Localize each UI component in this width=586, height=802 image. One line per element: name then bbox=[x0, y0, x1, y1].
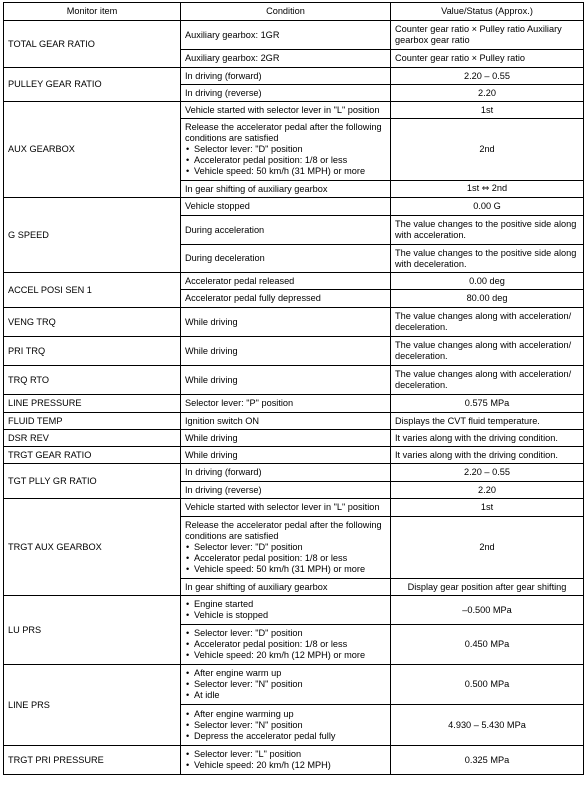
condition-cell: In driving (reverse) bbox=[181, 85, 391, 102]
item-pri-trq: PRI TRQ bbox=[4, 337, 181, 366]
value-cell: The value changes along with acceleration/ deceleration. bbox=[391, 337, 584, 366]
condition-cell: In gear shifting of auxiliary gearbox bbox=[181, 579, 391, 596]
table-row bbox=[4, 337, 584, 366]
value-cell: 1st bbox=[391, 499, 584, 517]
bullet-item: • Selector lever: "N" position bbox=[185, 679, 386, 690]
table-row bbox=[4, 665, 584, 705]
condition-bullets bbox=[185, 749, 386, 771]
item-aux-gearbox: AUX GEARBOX bbox=[4, 102, 181, 198]
condition-bullets bbox=[185, 542, 386, 575]
header-monitor-item: Monitor item bbox=[4, 3, 181, 21]
table-row bbox=[4, 102, 584, 119]
table-row bbox=[4, 596, 584, 625]
item-accel-posi-sen-1: ACCEL POSI SEN 1 bbox=[4, 273, 181, 308]
bullet-item: • Accelerator pedal position: 1/8 or less bbox=[185, 639, 386, 650]
condition-bullets bbox=[185, 628, 386, 661]
value-cell: 0.575 MPa bbox=[391, 395, 584, 413]
value-cell: The value changes to the positive side along with deceleration. bbox=[391, 245, 584, 273]
double-arrow-icon: ⇔ bbox=[481, 184, 490, 194]
table-row bbox=[4, 447, 584, 464]
item-lu-prs: LU PRS bbox=[4, 596, 181, 665]
condition-bullets bbox=[185, 599, 386, 621]
bullet-item: • After engine warming up bbox=[185, 709, 386, 720]
condition-bullets bbox=[185, 709, 386, 742]
gear-to: 2nd bbox=[491, 183, 508, 193]
value-cell: 4.930 – 5.430 MPa bbox=[391, 705, 584, 746]
table-row bbox=[4, 21, 584, 50]
bullet-item: • Accelerator pedal position: 1/8 or less bbox=[185, 553, 386, 564]
condition-bullets bbox=[185, 144, 386, 177]
value-cell: The value changes along with acceleration/ deceleration. bbox=[391, 366, 584, 395]
bullet-item: • Selector lever: "N" position bbox=[185, 720, 386, 731]
condition-cell bbox=[181, 705, 391, 746]
item-line-prs: LINE PRS bbox=[4, 665, 181, 746]
header-condition: Condition bbox=[181, 3, 391, 21]
table-row bbox=[4, 308, 584, 337]
condition-cell: While driving bbox=[181, 308, 391, 337]
gear-from: 1st bbox=[466, 183, 480, 193]
item-tgt-plly-gr-ratio: TGT PLLY GR RATIO bbox=[4, 464, 181, 499]
condition-intro: Release the accelerator pedal after the following conditions are satisfied bbox=[185, 122, 382, 143]
table-row bbox=[4, 366, 584, 395]
item-trgt-gear-ratio: TRGT GEAR RATIO bbox=[4, 447, 181, 464]
condition-cell: While driving bbox=[181, 337, 391, 366]
bullet-item: • Vehicle speed: 50 km/h (31 MPH) or more bbox=[185, 166, 386, 177]
value-cell: The value changes along with acceleration/ deceleration. bbox=[391, 308, 584, 337]
value-cell: 2nd bbox=[391, 119, 584, 181]
table-row bbox=[4, 746, 584, 775]
condition-cell: During acceleration bbox=[181, 216, 391, 245]
condition-cell: Vehicle stopped bbox=[181, 198, 391, 216]
value-cell: 0.450 MPa bbox=[391, 625, 584, 665]
condition-cell: While driving bbox=[181, 366, 391, 395]
bullet-item: • Depress the accelerator pedal fully bbox=[185, 731, 386, 742]
item-g-speed: G SPEED bbox=[4, 198, 181, 273]
table-row bbox=[4, 198, 584, 216]
condition-cell: While driving bbox=[181, 430, 391, 447]
bullet-item: • Selector lever: "D" position bbox=[185, 542, 386, 553]
value-cell: It varies along with the driving condition. bbox=[391, 430, 584, 447]
value-cell: 2.20 – 0.55 bbox=[391, 68, 584, 85]
header-row bbox=[4, 3, 584, 21]
value-cell: 2.20 – 0.55 bbox=[391, 464, 584, 482]
condition-bullets bbox=[185, 668, 386, 701]
item-trgt-aux-gearbox: TRGT AUX GEARBOX bbox=[4, 499, 181, 596]
value-cell: Counter gear ratio × Pulley ratio Auxiliary gearbox gear ratio bbox=[391, 21, 584, 50]
condition-cell bbox=[181, 517, 391, 579]
value-cell: Display gear position after gear shifting bbox=[391, 579, 584, 596]
item-veng-trq: VENG TRQ bbox=[4, 308, 181, 337]
value-cell: 2.20 bbox=[391, 482, 584, 499]
condition-cell: Accelerator pedal fully depressed bbox=[181, 290, 391, 308]
table-row bbox=[4, 499, 584, 517]
condition-cell: Vehicle started with selector lever in "L" position bbox=[181, 102, 391, 119]
bullet-item: • Selector lever: "L" position bbox=[185, 749, 386, 760]
value-cell: 1st bbox=[391, 102, 584, 119]
condition-cell: In driving (forward) bbox=[181, 68, 391, 85]
condition-cell: Accelerator pedal released bbox=[181, 273, 391, 290]
item-pulley-gear-ratio: PULLEY GEAR RATIO bbox=[4, 68, 181, 102]
bullet-item: • Accelerator pedal position: 1/8 or less bbox=[185, 155, 386, 166]
header-value: Value/Status (Approx.) bbox=[391, 3, 584, 21]
condition-cell: Vehicle started with selector lever in "L" position bbox=[181, 499, 391, 517]
bullet-item: • Engine started bbox=[185, 599, 386, 610]
condition-intro: Release the accelerator pedal after the following conditions are satisfied bbox=[185, 520, 382, 541]
bullet-item: • Vehicle speed: 20 km/h (12 MPH) bbox=[185, 760, 386, 771]
value-cell: It varies along with the driving condition. bbox=[391, 447, 584, 464]
item-trq-rto: TRQ RTO bbox=[4, 366, 181, 395]
item-trgt-pri-pressure: TRGT PRI PRESSURE bbox=[4, 746, 181, 775]
bullet-item: • Vehicle speed: 20 km/h (12 MPH) or more bbox=[185, 650, 386, 661]
table-row bbox=[4, 430, 584, 447]
table-row bbox=[4, 464, 584, 482]
value-cell: Counter gear ratio × Pulley ratio bbox=[391, 50, 584, 68]
condition-cell: In driving (forward) bbox=[181, 464, 391, 482]
condition-cell: Auxiliary gearbox: 1GR bbox=[181, 21, 391, 50]
bullet-item: • Vehicle speed: 50 km/h (31 MPH) or more bbox=[185, 564, 386, 575]
value-cell: Displays the CVT fluid temperature. bbox=[391, 413, 584, 430]
condition-cell: In driving (reverse) bbox=[181, 482, 391, 499]
table-row bbox=[4, 395, 584, 413]
item-fluid-temp: FLUID TEMP bbox=[4, 413, 181, 430]
bullet-item: • Vehicle is stopped bbox=[185, 610, 386, 621]
bullet-item: • At idle bbox=[185, 690, 386, 701]
value-cell: The value changes to the positive side along with acceleration. bbox=[391, 216, 584, 245]
table-row bbox=[4, 68, 584, 85]
spec-table-container bbox=[3, 2, 583, 775]
bullet-item: • Selector lever: "D" position bbox=[185, 628, 386, 639]
bullet-item: • After engine warm up bbox=[185, 668, 386, 679]
value-cell: 2nd bbox=[391, 517, 584, 579]
bullet-item: • Selector lever: "D" position bbox=[185, 144, 386, 155]
condition-cell: In gear shifting of auxiliary gearbox bbox=[181, 181, 391, 198]
condition-cell: Selector lever: "P" position bbox=[181, 395, 391, 413]
table-row bbox=[4, 273, 584, 290]
condition-cell bbox=[181, 665, 391, 705]
condition-cell: Ignition switch ON bbox=[181, 413, 391, 430]
condition-cell bbox=[181, 596, 391, 625]
condition-cell: Auxiliary gearbox: 2GR bbox=[181, 50, 391, 68]
value-cell: –0.500 MPa bbox=[391, 596, 584, 625]
value-cell: 0.500 MPa bbox=[391, 665, 584, 705]
item-total-gear-ratio: TOTAL GEAR RATIO bbox=[4, 21, 181, 68]
condition-cell: While driving bbox=[181, 447, 391, 464]
table-row bbox=[4, 413, 584, 430]
value-cell: 0.00 G bbox=[391, 198, 584, 216]
value-cell: 0.00 deg bbox=[391, 273, 584, 290]
condition-cell bbox=[181, 625, 391, 665]
value-cell bbox=[391, 181, 584, 198]
item-line-pressure: LINE PRESSURE bbox=[4, 395, 181, 413]
condition-cell bbox=[181, 746, 391, 775]
condition-cell bbox=[181, 119, 391, 181]
item-dsr-rev: DSR REV bbox=[4, 430, 181, 447]
value-cell: 2.20 bbox=[391, 85, 584, 102]
condition-cell: During deceleration bbox=[181, 245, 391, 273]
value-cell: 0.325 MPa bbox=[391, 746, 584, 775]
monitor-item-table bbox=[3, 2, 584, 775]
value-cell: 80.00 deg bbox=[391, 290, 584, 308]
